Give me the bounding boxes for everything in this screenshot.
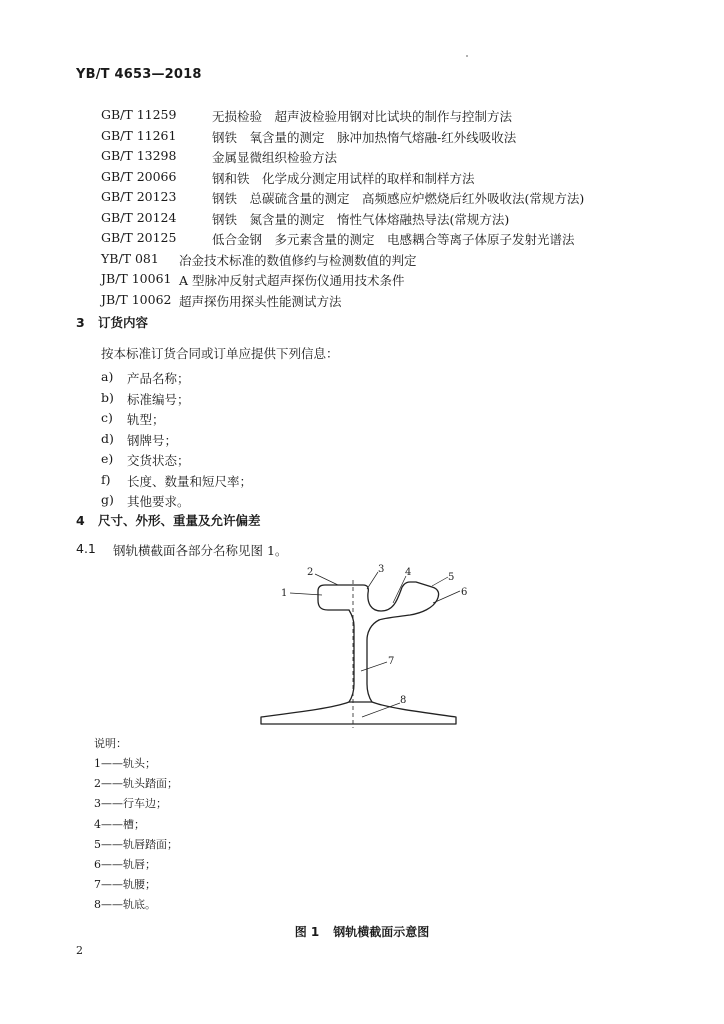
figure-callout-2: 2	[307, 567, 314, 578]
reference-title: 低合金钢 多元素含量的测定 电感耦合等离子体原子发射光谱法	[212, 232, 575, 247]
reference-row	[101, 189, 584, 210]
list-item	[101, 431, 252, 452]
legend-item: 7——轨腰；	[94, 878, 156, 892]
clause-text: 钢轨横截面各部分名称见图 1。	[113, 543, 288, 558]
list-item	[101, 492, 252, 513]
figure-caption-number: 图 1	[294, 925, 320, 939]
reference-row	[101, 107, 584, 128]
reference-row	[101, 251, 584, 272]
rail-cross-section-figure	[250, 560, 480, 744]
section-title: 订货内容	[98, 315, 149, 330]
list-item-text: 产品名称；	[127, 371, 190, 386]
reference-code: GB/T 20124	[101, 209, 177, 225]
reference-code: JB/T 10062	[101, 291, 172, 307]
reference-row	[101, 169, 584, 190]
rail-foot-outline	[261, 702, 456, 724]
leader-line-3	[367, 572, 378, 589]
reference-title: 钢铁 氧含量的测定 脉冲加热惰气熔融-红外线吸收法	[212, 129, 517, 145]
standard-code-header: YB/T 4653—2018	[76, 67, 202, 82]
list-item	[101, 472, 252, 493]
figure-legend	[94, 735, 178, 917]
list-item-key: d)	[101, 430, 114, 446]
list-item-key: e)	[101, 451, 114, 466]
list-item-key: c)	[101, 410, 113, 425]
legend-item: 5——轨唇踏面；	[94, 837, 178, 851]
figure-callout-6: 6	[461, 587, 468, 598]
list-item-text: 其他要求。	[127, 494, 190, 509]
rail-cross-section-drawing	[250, 560, 480, 740]
figure-caption	[0, 923, 724, 940]
scan-speck	[466, 55, 468, 57]
list-item-key: g)	[101, 492, 114, 507]
leader-line-2	[315, 574, 338, 585]
reference-code: GB/T 13298	[101, 148, 177, 163]
figure-callout-3: 3	[378, 564, 385, 575]
reference-code: YB/T 081	[101, 250, 159, 266]
reference-row	[101, 271, 584, 292]
leader-line-7	[361, 662, 387, 671]
reference-row	[101, 128, 584, 149]
reference-row	[101, 148, 584, 169]
leader-line-5	[432, 577, 448, 586]
list-item	[101, 451, 252, 472]
section-3-heading	[76, 313, 148, 331]
list-item-key: a)	[101, 369, 114, 384]
reference-title: 金属显微组织检验方法	[212, 150, 338, 165]
legend-item: 1——轨头；	[94, 757, 156, 770]
list-item-text: 交货状态；	[127, 453, 190, 468]
leader-line-1	[290, 593, 322, 595]
section-number: 4	[76, 513, 85, 528]
list-item	[101, 390, 252, 411]
reference-title: 钢铁 氮含量的测定 惰性气体熔融热导法(常规方法)	[212, 211, 510, 227]
list-item-text: 标准编号；	[127, 391, 190, 407]
leader-line-6	[433, 591, 460, 603]
legend-item: 4——槽；	[94, 817, 145, 831]
figure-caption-title: 钢轨横截面示意图	[333, 925, 430, 939]
leader-line-4	[393, 576, 406, 603]
figure-callout-5: 5	[448, 572, 455, 583]
legend-item: 3——行车边；	[94, 797, 167, 811]
figure-callout-8: 8	[400, 695, 407, 706]
list-item-text: 长度、数量和短尺率；	[127, 473, 253, 489]
clause-4-1	[76, 541, 287, 559]
list-item	[101, 410, 252, 431]
section-title: 尺寸、外形、重量及允许偏差	[98, 513, 261, 528]
figure-callout-7: 7	[388, 656, 395, 667]
figure-callout-1: 1	[281, 588, 288, 599]
rail-head-outline	[318, 582, 439, 620]
list-item-key: f)	[101, 471, 111, 487]
reference-row	[101, 210, 584, 231]
reference-title: 无损检验 超声波检验用钢对比试块的制作与控制方法	[212, 109, 513, 124]
reference-code: GB/T 20066	[101, 168, 177, 184]
legend-item: 8——轨底。	[94, 898, 156, 912]
reference-code: GB/T 20125	[101, 230, 177, 245]
reference-code: JB/T 10061	[101, 271, 172, 286]
clause-number: 4.1	[76, 541, 96, 556]
list-item-text: 轨型；	[127, 412, 165, 427]
figure-callout-4: 4	[405, 567, 412, 578]
legend-title: 说明：	[94, 737, 127, 750]
reference-title: 超声探伤用探头性能测试方法	[179, 293, 342, 309]
reference-title: 钢和铁 化学成分测定用试样的取样和制样方法	[212, 170, 475, 186]
ordering-info-list	[101, 369, 252, 513]
list-item-key: b)	[101, 389, 114, 405]
section-number: 3	[76, 315, 85, 330]
reference-title: A 型脉冲反射式超声探伤仪通用技术条件	[179, 273, 405, 288]
list-item-text: 钢牌号；	[127, 432, 178, 448]
normative-references-list	[101, 107, 584, 312]
section-4-heading	[76, 511, 261, 529]
legend-item: 6——轨唇；	[94, 857, 156, 871]
page-number: 2	[76, 944, 83, 957]
reference-title: 冶金技术标准的数值修约与检测数值的判定	[179, 252, 417, 268]
reference-code: GB/T 20123	[101, 189, 177, 204]
reference-title: 钢铁 总碳硫含量的测定 高频感应炉燃烧后红外吸收法(常规方法)	[212, 191, 585, 206]
section-3-intro: 按本标准订货合同或订单应提供下列信息：	[101, 346, 339, 361]
list-item	[101, 369, 252, 390]
rail-web-outline-right	[367, 620, 379, 702]
legend-item: 2——轨头踏面；	[94, 777, 178, 791]
reference-row	[101, 230, 584, 251]
reference-code: GB/T 11261	[101, 127, 177, 143]
reference-row	[101, 292, 584, 313]
reference-code: GB/T 11259	[101, 107, 177, 122]
